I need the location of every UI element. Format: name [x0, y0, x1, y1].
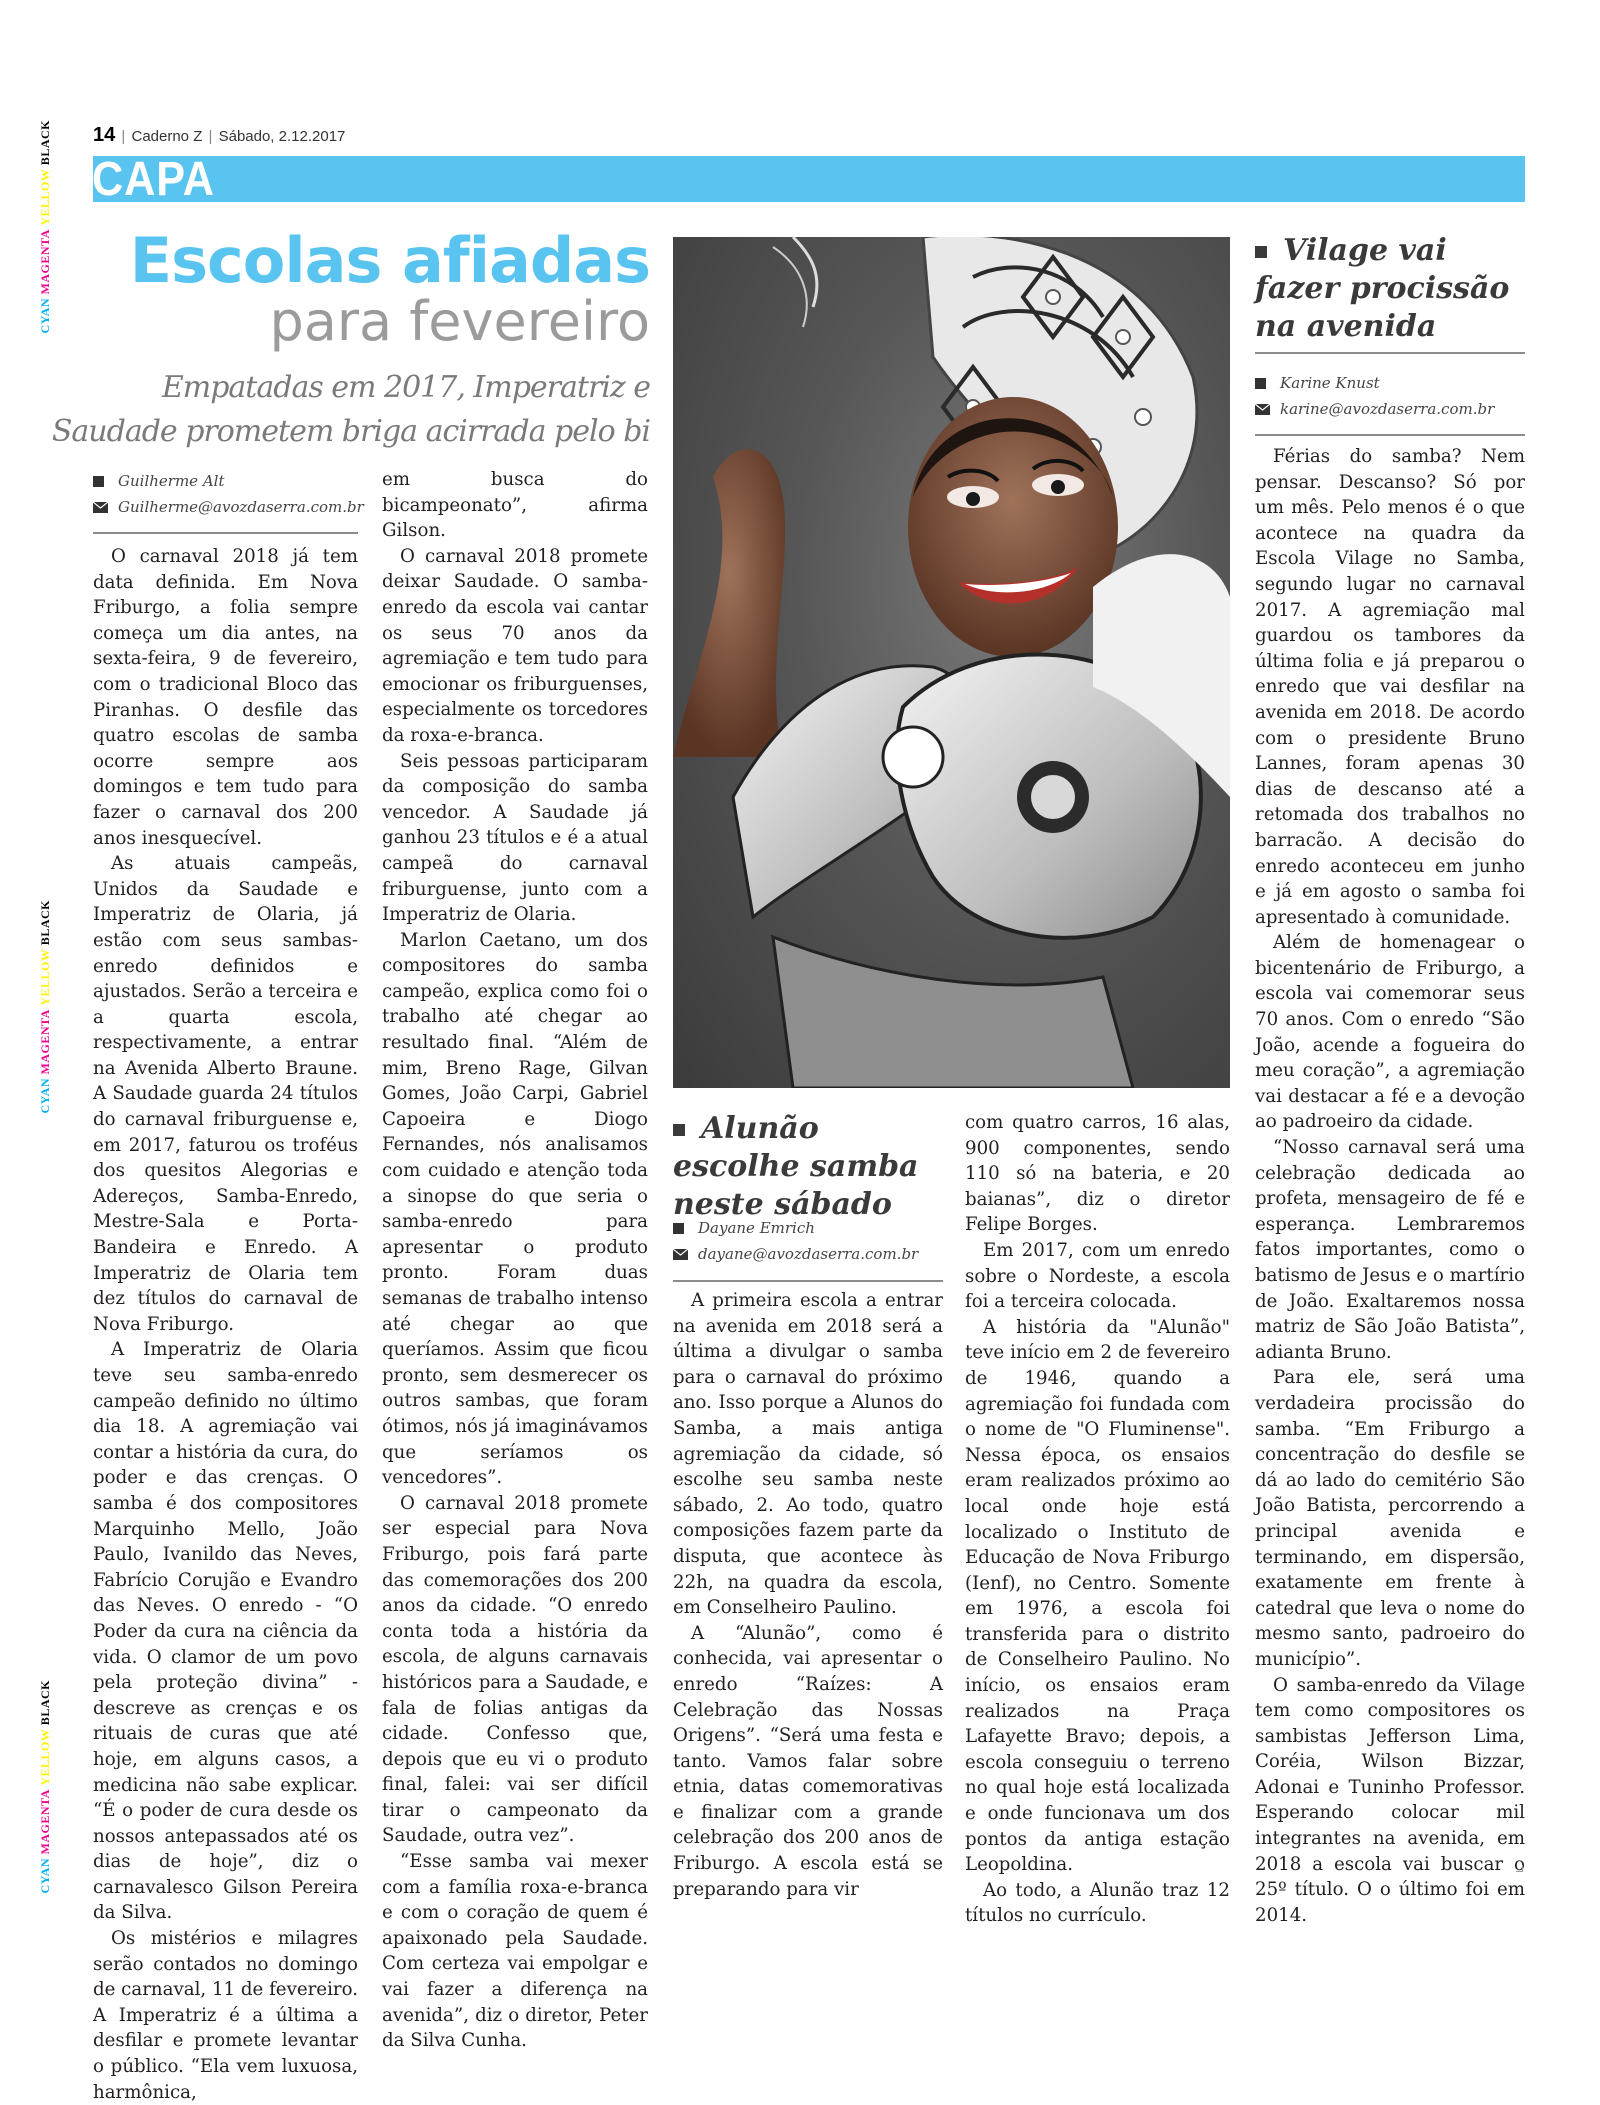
paragraph: com quatro carros, 16 alas, 900 componentes, sendo 110 só na bateria, e 20 baianas”, diz o diretor Felipe Borges.	[965, 1112, 1230, 1236]
color-registration-mark: CYAN MAGENTA YELLOW BLACK	[38, 1680, 52, 1894]
paragraph: A “Alunão”, como é conhecida, vai apresentar o enredo “Raízes: A Celebração das Nossas Origens”. “Será uma festa e tanto. Vamos falar sobre etnia, datas comemorativas e finalizar com a grande celebração dos 200 anos de Friburgo. A escola está se preparando para vir	[673, 1622, 943, 1900]
section-label: CAPA	[92, 153, 215, 206]
paragraph: Seis pessoas participaram da composição do samba vencedor. A Saudade já ganhou 23 títulos e é a atual campeã do carnaval friburguense, junto com a Imperatriz de Olaria.	[382, 750, 648, 926]
envelope-icon	[93, 502, 108, 513]
paragraph: A história da "Alunão" teve início em 2 de fevereiro de 1946, quando a agremiação foi fundada com o nome de "O Fluminense". Nessa época, os ensaios eram realizados próximo ao local onde hoje está localizado o Instituto de Educação de Nova Friburgo (Ienf), no Centro. Somente em 1976, a escola foi transferida para o distrito de Conselheiro Paulino. No início, os ensaios eram realizados na Praça Lafayette Bravo; depois, a escola conseguiu o terreno no qual hoje está localizada e onde funcionava um dos pontos da antiga estação Leopoldina.	[965, 1316, 1230, 1876]
color-registration-mark: CYAN MAGENTA YELLOW BLACK	[38, 900, 52, 1114]
bullet-square-icon	[93, 476, 104, 487]
paragraph: Para ele, será uma verdadeira procissão do samba. “Em Friburgo a concentração do desfile se dá ao lado do cemitério São João Batista, percorrendo a principal avenida e terminando, em dispersão, exatamente em frente à catedral que leva o nome do mesmo santo, padroeiro do município”.	[1255, 1367, 1525, 1670]
bullet-square-icon	[673, 1124, 685, 1136]
vilage-headline: Vilage vai fazer procissão na avenida	[1255, 233, 1510, 344]
section-name: Caderno Z	[131, 128, 203, 145]
main-article-column-1	[93, 544, 358, 2105]
aluno-article-column-1	[673, 1288, 943, 1902]
end-of-article-mark	[1516, 1865, 1523, 1872]
paragraph: A Imperatriz de Olaria teve seu samba-enredo campeão definido no último dia 18. A agremiação vai contar a história da cura, do poder e das crenças. O samba é dos compositores Marquinho Mello, João Paulo, Ivanildo das Neves, Fabrício Corujão e Evandro das Neves. O enredo - “O Poder da cura na ciência da vida. O clamor de um povo pela proteção divina” - descreve as crenças e os rituais de curas que até hoje, em alguns casos, a medicina não sabe explicar. “É o poder de cura desde os nossos antepassados até os dias de hoje”, diz o carnavalesco Gilson Pereira da Silva.	[93, 1339, 358, 1924]
paragraph: A primeira escola a entrar na avenida em 2018 será a última a divulgar o samba para o carnaval do próximo ano. Isso porque a Alunos do Samba, a mais antiga agremiação da cidade, só escolhe seu samba neste sábado, 2. Ao todo, quatro composições fazem parte da disputa, que acontece às 22h, na quadra da escola, em Conselheiro Paulino.	[673, 1290, 943, 1619]
aluno-headline: Alunão escolhe samba neste sábado	[673, 1111, 919, 1222]
author-name: Karine Knust	[1280, 374, 1380, 392]
headline-divider	[1255, 352, 1525, 354]
paragraph: Férias do samba? Nem pensar. Descanso? Só por um mês. Pelo menos é o que acontece na quadra da Escola Vilage no Samba, segundo lugar no carnaval 2017. A agremiação mal guardou os tambores da última folia e já preparou o enredo que vai desfilar na avenida em 2018. De acordo com o presidente Bruno Lannes, foram apenas 30 dias de descanso até a retomada dos trabalhos no barracão. A decisão do enredo aconteceu em junho e já em agosto o samba foi apresentado à comunidade.	[1255, 446, 1525, 928]
paragraph: O carnaval 2018 promete ser especial para Nova Friburgo, pois fará parte das comemorações dos 200 anos da cidade. “O enredo conta toda a história da escola, de alguns carnavais históricos para a Saudade, e fala de folias antigas da cidade. Confesso que, depois que eu vi o produto final, falei: vai ser difícil tirar o campeonato da Saudade, outra vez”.	[382, 1492, 648, 1847]
paragraph: Os mistérios e milagres serão contados no domingo de carnaval, 11 de fevereiro. A Imperatriz é a última a desfilar e promete levantar o público. “Ela vem luxuosa, harmônica,	[93, 1928, 358, 2103]
author-email[interactable]: dayane@avozdaserra.com.br	[698, 1245, 919, 1263]
aluno-article-column-2	[965, 1110, 1230, 1929]
author-name: Dayane Emrich	[698, 1219, 815, 1237]
paragraph: O carnaval 2018 promete deixar Saudade. O samba-enredo da escola vai cantar os seus 70 anos da agremiação e tem tudo para emocionar os friburguenses, especialmente os torcedores da roxa-e-branca.	[382, 545, 648, 746]
paragraph: Ao todo, a Alunão traz 12 títulos no currículo.	[965, 1879, 1230, 1927]
paragraph: em busca do bicampeonato”, afirma Gilson.	[382, 469, 648, 542]
envelope-icon	[673, 1249, 688, 1260]
color-registration-mark: CYAN MAGENTA YELLOW BLACK	[38, 120, 52, 334]
section-band	[93, 156, 1525, 202]
author-email[interactable]: karine@avozdaserra.com.br	[1280, 400, 1495, 418]
main-subheadline: Empatadas em 2017, Imperatriz e Saudade prometem briga acirrada pelo bi	[51, 370, 650, 449]
paragraph: Em 2017, com um enredo sobre o Nordeste, a escola foi a terceira colocada.	[965, 1239, 1230, 1313]
byline-divider	[1255, 434, 1525, 436]
paragraph: O samba-enredo da Vilage tem como compositores os sambistas Jefferson Lima, Coréia, Wilson Bizzar, Adonai e Tuninho Professor. Esperando colocar mil integrantes na avenida, em 2018 a escola vai buscar o 25º título. O o último foi em 2014.	[1255, 1674, 1525, 1926]
paragraph: Marlon Caetano, um dos compositores do samba campeão, explica como foi o trabalho até chegar ao resultado final. “Além de mim, Breno Rage, Gilvan Gomes, João Carpi, Gabriel Capoeira e Diogo Fernandes, nós analisamos com cuidado e atenção toda a sinopse do que seria o samba-enredo para apresentar o produto pronto. Foram duas semanas de trabalho intenso até chegar ao que queríamos. Assim que ficou pronto, sem desmerecer os outros sambas, que foram ótimos, nós já imaginávamos que seríamos os vencedores”.	[382, 929, 648, 1489]
dancer-illustration	[673, 237, 1230, 1088]
envelope-icon	[1255, 404, 1270, 415]
bullet-square-icon	[1255, 378, 1266, 389]
byline-divider	[93, 532, 358, 534]
bullet-square-icon	[1255, 246, 1267, 258]
main-headline-secondary: para fevereiro	[269, 290, 650, 353]
issue-date: Sábado, 2.12.2017	[218, 128, 346, 145]
byline-divider	[673, 1280, 943, 1282]
aluno-byline	[673, 1215, 918, 1267]
paragraph: “Nosso carnaval será uma celebração dedicada ao profeta, mensageiro de fé e esperança. Lembraremos fatos importantes, como o batismo de Jesus e o martírio de João. Exaltaremos nossa matriz de São João Batista”, adianta Bruno.	[1255, 1137, 1525, 1363]
paragraph: As atuais campeãs, Unidos da Saudade e Imperatriz de Olaria, já estão com seus sambas-enredo definidos e ajustados. Serão a terceira e a quarta escola, respectivamente, a entrar na Avenida Alberto Braune. A Saudade guarda 24 títulos do carnaval friburguense e, em 2017, faturou os troféus dos quesitos Alegorias e Adereços, Samba-Enredo, Mestre-Sala e Porta-Bandeira e Enredo. A Imperatriz de Olaria tem dez títulos do carnaval de Nova Friburgo.	[93, 853, 358, 1335]
author-name: Guilherme Alt	[118, 472, 225, 490]
vilage-article-column	[1255, 444, 1525, 1928]
main-byline	[93, 468, 364, 520]
main-headline: Escolas afiadas	[129, 224, 650, 297]
carnival-dancer-photo	[673, 237, 1230, 1088]
paragraph: Além de homenagear o bicentenário de Friburgo, a escola vai comemorar seus 70 anos. Com o enredo “São João, acende a fogueira do meu coração”, a agremiação vai destacar a fé e a devoção ao padroeiro da cidade.	[1255, 932, 1525, 1133]
paragraph: O carnaval 2018 já tem data definida. Em Nova Friburgo, a folia sempre começa um dia antes, na sexta-feira, 9 de fevereiro, com o tradicional Bloco das Piranhas. O desfile das quatro escolas de samba ocorre sempre aos domingos e tem tudo para fazer o carnaval dos 200 anos inesquecível.	[93, 546, 358, 849]
main-article-column-2	[382, 467, 648, 2054]
author-email[interactable]: Guilherme@avozdaserra.com.br	[118, 498, 364, 516]
page-number: 14	[93, 124, 116, 146]
bullet-square-icon	[673, 1223, 684, 1234]
vilage-byline	[1255, 370, 1494, 422]
paragraph: “Esse samba vai mexer com a família roxa-e-branca e com o coração de quem é apaixonado pela Saudade. Com certeza vai empolgar e vai fazer a diferença na avenida”, diz o diretor, Peter da Silva Cunha.	[382, 1851, 648, 2052]
page-folio: 14 | Caderno Z | Sábado, 2.12.2017	[93, 124, 346, 146]
